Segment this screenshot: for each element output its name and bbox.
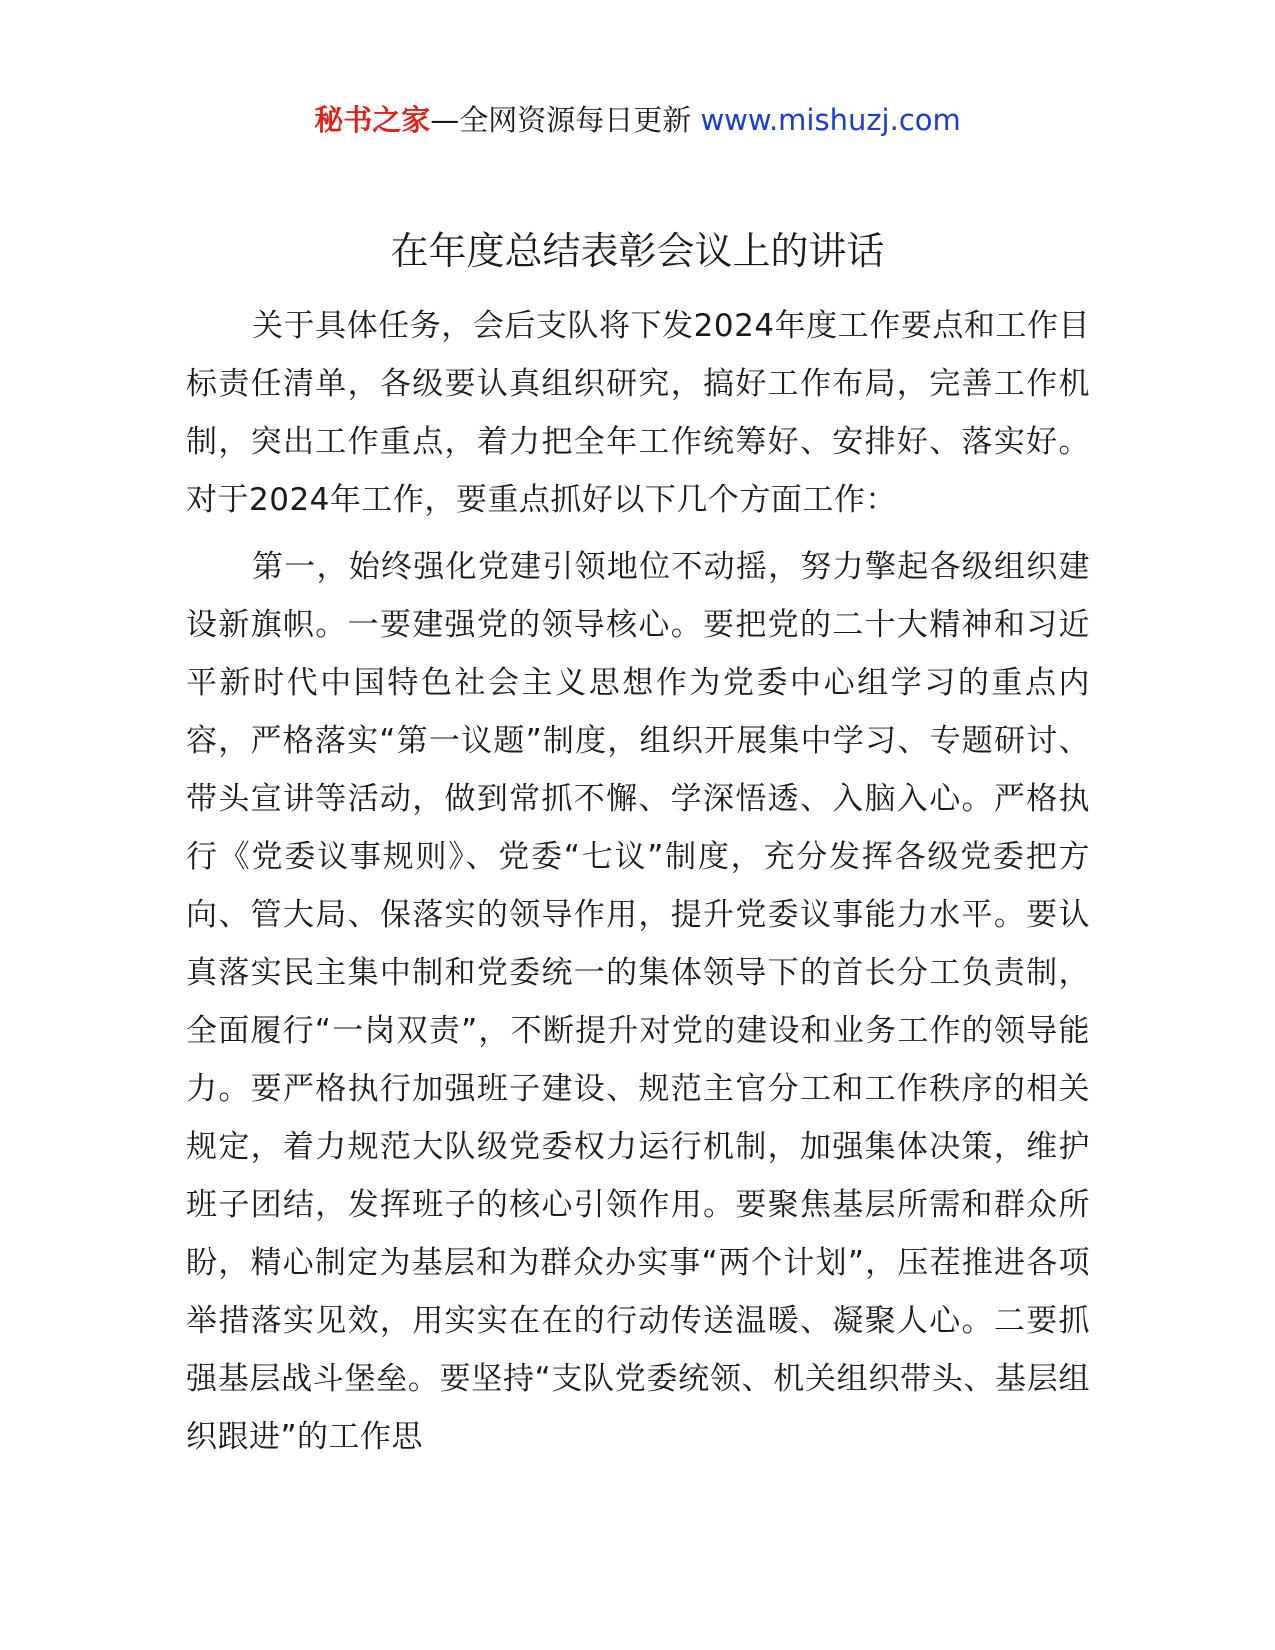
site-url-link[interactable]: www.mishuzj.com	[700, 103, 961, 137]
paragraph-first-point: 第一，始终强化党建引领地位不动摇，努力擎起各级组织建设新旗帜。一要建强党的领导核心。要把党的二十大精神和习近平新时代中国特色社会主义思想作为党委中心组学习的重点内容，严格落实“第一议题”制度，组织开展集中学习、专题研讨、带头宣讲等活动，做到常抓不懈、学深悟透、入脑入心。严格执行《党委议事规则》、党委“七议”制度，充分发挥各级党委把方向、管大局、保落实的领导作用，提升党委议事能力水平。要认真落实民主集中制和党委统一的集体领导下的首长分工负责制，全面履行“一岗双责”，不断提升对党的建设和业务工作的领导能力。要严格执行加强班子建设、规范主官分工和工作秩序的相关规定，着力规范大队级党委权力运行机制，加强集体决策，维护班子团结，发挥班子的核心引领作用。要聚焦基层所需和群众所盼，精心制定为基层和为群众办实事“两个计划”，压茬推进各项举措落实见效，用实实在在的行动传送温暖、凝聚人心。二要抓强基层战斗堡垒。要坚持“支队党委统领、机关组织带头、基层组织跟进”的工作思	[186, 549, 1090, 1455]
paragraph-intro: 关于具体任务，会后支队将下发2024年度工作要点和工作目标责任清单，各级要认真组织研究，搞好工作布局，完善工作机制，突出工作重点，着力把全年工作统筹好、安排好、落实好。对于2024年工作，要重点抓好以下几个方面工作：	[186, 308, 1090, 518]
header-tagline: —全网资源每日更新	[430, 103, 701, 137]
page-header	[0, 100, 1275, 140]
brand-name: 秘书之家	[314, 103, 431, 137]
document-body	[186, 297, 1090, 1466]
document-title: 在年度总结表彰会议上的讲话	[390, 229, 885, 273]
